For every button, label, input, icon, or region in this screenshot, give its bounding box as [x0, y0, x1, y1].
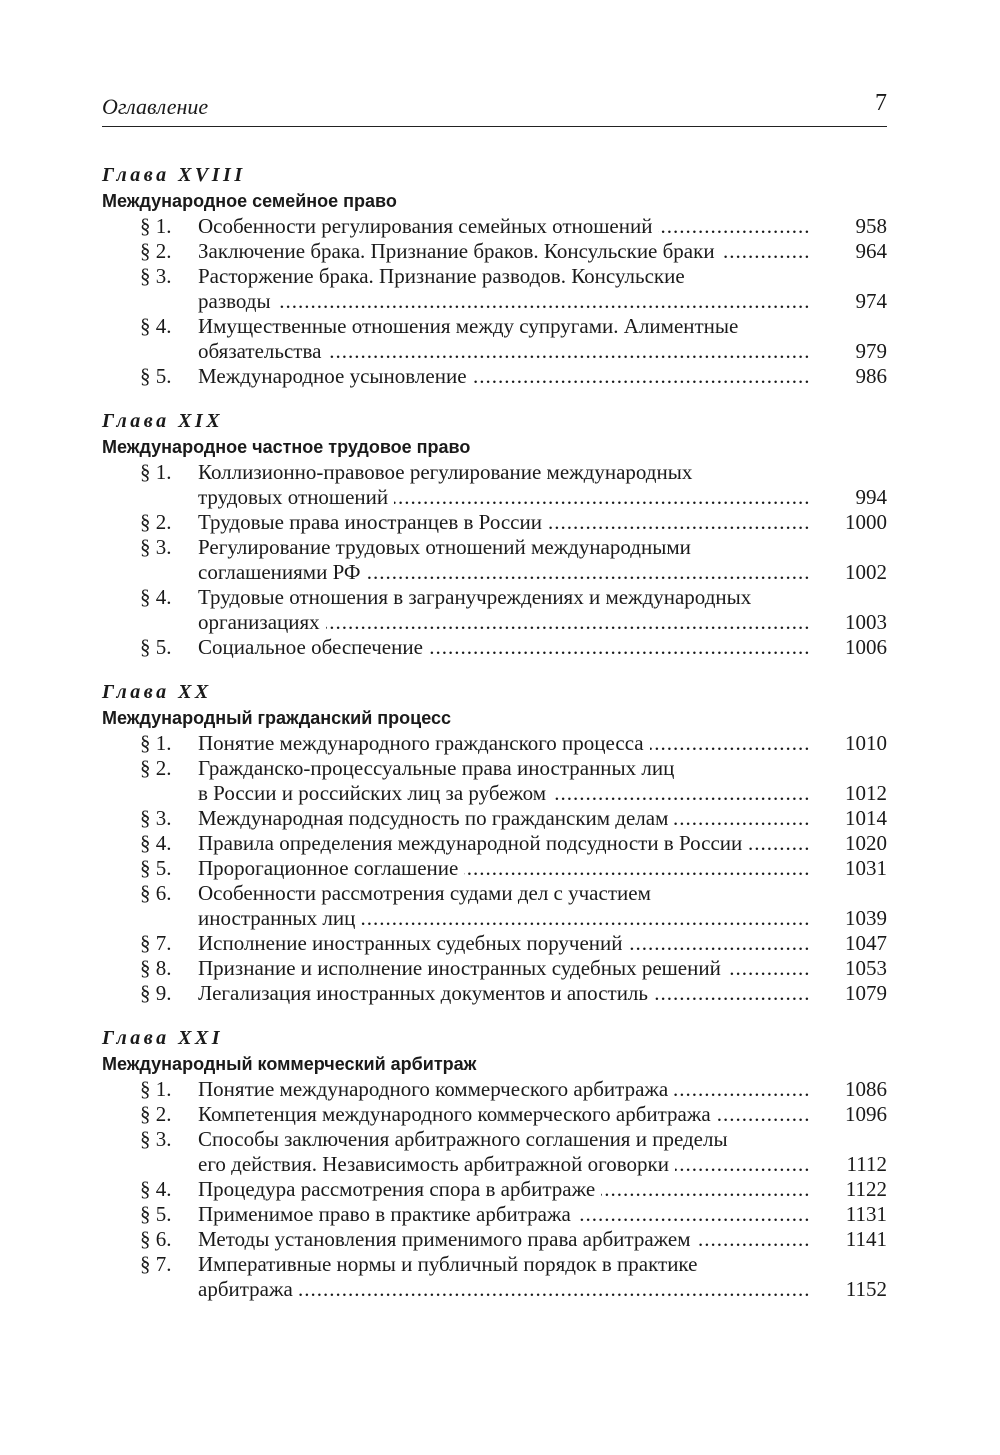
dot-leader [198, 1277, 810, 1302]
section-page-number: 974 [855, 289, 887, 313]
toc-entry-line [102, 1077, 887, 1102]
section-page-number: 1010 [845, 731, 887, 755]
dot-leader [198, 510, 810, 535]
toc-entry[interactable] [102, 831, 887, 856]
toc-entry-line [102, 535, 887, 560]
toc-entry-line [102, 781, 887, 806]
dot-leader [198, 856, 810, 881]
section-title: Имущественные отношения между супругами. Алиментные [198, 314, 739, 338]
section-number: § 5. [140, 856, 172, 880]
chapter-label: Глава XX [102, 681, 212, 703]
toc-entry-line [102, 1227, 887, 1252]
section-title: Пророгационное соглашение [198, 856, 464, 880]
chapter-title: Международное частное трудовое право [102, 437, 471, 457]
toc-entry[interactable] [102, 510, 887, 535]
chapter-label: Глава XVIII [102, 164, 246, 186]
toc-entry-line [102, 239, 887, 264]
section-page-number: 1012 [845, 781, 887, 805]
toc-entry-line [102, 264, 887, 289]
section-page-number: 1003 [845, 610, 887, 634]
dot-leader [198, 806, 810, 831]
toc-entry[interactable] [102, 460, 887, 510]
toc-entry[interactable] [102, 1127, 887, 1177]
section-number: § 6. [140, 1227, 172, 1251]
section-page-number: 1096 [845, 1102, 887, 1126]
dot-leader [198, 289, 810, 314]
dot-leader [198, 1077, 810, 1102]
section-title: Особенности рассмотрения судами дел с участием [198, 881, 651, 905]
toc-entry-line [102, 806, 887, 831]
chapter [102, 162, 887, 389]
section-number: § 1. [140, 1077, 172, 1101]
section-title: Признание и исполнение иностранных судебных решений [198, 956, 727, 980]
section-title: Трудовые отношения в загранучреждениях и международных [198, 585, 752, 609]
section-page-number: 1112 [846, 1152, 887, 1176]
toc-entry[interactable] [102, 981, 887, 1006]
section-page-number: 986 [855, 364, 887, 388]
section-title: Гражданско-процессуальные права иностранных лиц [198, 756, 675, 780]
toc-entry[interactable] [102, 806, 887, 831]
section-title: Трудовые права иностранцев в России [198, 510, 548, 534]
dot-leader [198, 906, 810, 931]
section-number: § 5. [140, 364, 172, 388]
section-page-number: 1131 [845, 1202, 887, 1226]
section-page-number: 1006 [845, 635, 887, 659]
section-number: § 4. [140, 1177, 172, 1201]
toc-entry[interactable] [102, 264, 887, 314]
page-number: 7 [875, 90, 887, 116]
toc-entry[interactable] [102, 1227, 887, 1252]
chapter-label: Глава XIX [102, 410, 224, 432]
section-page-number: 1031 [845, 856, 887, 880]
section-title: Регулирование трудовых отношений международными [198, 535, 691, 559]
section-number: § 4. [140, 314, 172, 338]
toc-entry[interactable] [102, 535, 887, 585]
dot-leader [198, 560, 810, 585]
dot-leader [198, 214, 810, 239]
section-title: Понятие международного гражданского процесса [198, 731, 650, 755]
section-title: Исполнение иностранных судебных поручений [198, 931, 629, 955]
section-title: Компетенция международного коммерческого арбитража [198, 1102, 717, 1126]
section-title: Правила определения международной подсудности в России [198, 831, 748, 855]
chapter [102, 1025, 887, 1302]
section-number: § 4. [140, 585, 172, 609]
toc-entry-line [102, 731, 887, 756]
toc-entry-line [102, 1252, 887, 1277]
dot-leader [198, 239, 810, 264]
section-page-number: 1000 [845, 510, 887, 534]
section-title: трудовых отношений [198, 485, 394, 509]
section-title: организациях [198, 610, 326, 634]
toc-entry-line [102, 610, 887, 635]
toc-entry[interactable] [102, 239, 887, 264]
section-number: § 7. [140, 1252, 172, 1276]
section-title: разводы [198, 289, 277, 313]
dot-leader [198, 931, 810, 956]
toc-entry[interactable] [102, 314, 887, 364]
section-title: Социальное обеспечение [198, 635, 429, 659]
section-title: Заключение брака. Признание браков. Консульские браки [198, 239, 721, 263]
section-number: § 8. [140, 956, 172, 980]
dot-leader [198, 485, 810, 510]
toc-entry-line [102, 289, 887, 314]
toc-entry-line [102, 831, 887, 856]
section-number: § 2. [140, 510, 172, 534]
section-number: § 3. [140, 806, 172, 830]
toc-entry-line [102, 981, 887, 1006]
section-title: Способы заключения арбитражного соглашения и пределы [198, 1127, 728, 1151]
section-number: § 5. [140, 635, 172, 659]
toc-entry[interactable] [102, 214, 887, 239]
toc-entry[interactable] [102, 1252, 887, 1302]
section-title: арбитража [198, 1277, 299, 1301]
section-page-number: 1053 [845, 956, 887, 980]
toc-entry[interactable] [102, 756, 887, 806]
toc-entry[interactable] [102, 931, 887, 956]
section-title: Понятие международного коммерческого арбитража [198, 1077, 674, 1101]
toc-entry[interactable] [102, 956, 887, 981]
toc-entry-line [102, 1202, 887, 1227]
section-number: § 3. [140, 1127, 172, 1151]
section-page-number: 1039 [845, 906, 887, 930]
section-page-number: 1014 [845, 806, 887, 830]
section-title: соглашениями РФ [198, 560, 366, 584]
section-number: § 3. [140, 264, 172, 288]
toc-entry[interactable] [102, 1102, 887, 1127]
chapter-label: Глава XXI [102, 1027, 224, 1049]
section-page-number: 964 [855, 239, 887, 263]
toc-entry-line [102, 881, 887, 906]
toc-entry-line [102, 1277, 887, 1302]
toc-entry-line [102, 931, 887, 956]
dot-leader [198, 956, 810, 981]
chapter [102, 679, 887, 1006]
toc-entry-line [102, 1152, 887, 1177]
dot-leader [198, 731, 810, 756]
section-number: § 2. [140, 1102, 172, 1126]
section-page-number: 994 [855, 485, 887, 509]
section-title: Особенности регулирования семейных отношений [198, 214, 658, 238]
toc-entry-line [102, 314, 887, 339]
section-title: Процедура рассмотрения спора в арбитраже [198, 1177, 601, 1201]
toc-entry-line [102, 856, 887, 881]
section-title: Методы установления применимого права арбитражем [198, 1227, 697, 1251]
section-number: § 9. [140, 981, 172, 1005]
chapter-title: Международный коммерческий арбитраж [102, 1054, 477, 1074]
chapter-title: Международное семейное право [102, 191, 397, 211]
section-number: § 3. [140, 535, 172, 559]
section-number: § 4. [140, 831, 172, 855]
dot-leader [198, 1177, 810, 1202]
section-title: иностранных лиц [198, 906, 361, 930]
toc-entry-line [102, 1127, 887, 1152]
section-page-number: 1122 [845, 1177, 887, 1201]
section-number: § 1. [140, 460, 172, 484]
toc-entry[interactable] [102, 364, 887, 389]
toc-entry-line [102, 756, 887, 781]
toc-entry-line [102, 560, 887, 585]
dot-leader [198, 339, 810, 364]
section-number: § 1. [140, 214, 172, 238]
section-title: Расторжение брака. Признание разводов. Консульские [198, 264, 685, 288]
section-number: § 2. [140, 756, 172, 780]
section-page-number: 1079 [845, 981, 887, 1005]
section-page-number: 979 [855, 339, 887, 363]
chapter [102, 408, 887, 660]
section-page-number: 1047 [845, 931, 887, 955]
toc-entry[interactable] [102, 1177, 887, 1202]
section-title: Международная подсудность по гражданским делам [198, 806, 674, 830]
toc-entry-line [102, 906, 887, 931]
chapter-title: Международный гражданский процесс [102, 708, 452, 728]
toc-entry[interactable] [102, 856, 887, 881]
dot-leader [198, 1152, 810, 1177]
toc-entry-line [102, 339, 887, 364]
section-number: § 1. [140, 731, 172, 755]
section-page-number: 1141 [845, 1227, 887, 1251]
toc-entry-line [102, 956, 887, 981]
dot-leader [198, 364, 810, 389]
toc-entry-line [102, 485, 887, 510]
section-title: обязательства [198, 339, 327, 363]
toc-entry-line [102, 635, 887, 660]
dot-leader [198, 781, 810, 806]
toc-entry-line [102, 1102, 887, 1127]
section-title: Применимое право в практике арбитража [198, 1202, 577, 1226]
section-title: Коллизионно-правовое регулирование международных [198, 460, 693, 484]
section-number: § 6. [140, 881, 172, 905]
toc-entry-line [102, 214, 887, 239]
table-of-contents [102, 162, 887, 1321]
running-header [102, 90, 887, 127]
toc-entry-line [102, 460, 887, 485]
toc-entry[interactable] [102, 635, 887, 660]
toc-entry[interactable] [102, 1202, 887, 1227]
dot-leader [198, 981, 810, 1006]
section-page-number: 1002 [845, 560, 887, 584]
toc-entry[interactable] [102, 881, 887, 931]
dot-leader [198, 1202, 810, 1227]
dot-leader [198, 610, 810, 635]
section-number: § 2. [140, 239, 172, 263]
toc-entry-line [102, 1177, 887, 1202]
section-page-number: 958 [855, 214, 887, 238]
section-title: Международное усыновление [198, 364, 473, 388]
section-title: Легализация иностранных документов и апостиль [198, 981, 654, 1005]
running-title: Оглавление [102, 94, 209, 119]
section-title: в России и российских лиц за рубежом [198, 781, 552, 805]
section-page-number: 1020 [845, 831, 887, 855]
toc-entry-line [102, 510, 887, 535]
toc-entry[interactable] [102, 585, 887, 635]
dot-leader [198, 831, 810, 856]
dot-leader [198, 1102, 810, 1127]
section-number: § 7. [140, 931, 172, 955]
dot-leader [198, 635, 810, 660]
toc-entry-line [102, 585, 887, 610]
section-number: § 5. [140, 1202, 172, 1226]
section-title: Императивные нормы и публичный порядок в практике [198, 1252, 698, 1276]
dot-leader [198, 1227, 810, 1252]
section-page-number: 1152 [845, 1277, 887, 1301]
toc-entry-line [102, 364, 887, 389]
section-title: его действия. Независимость арбитражной оговорки [198, 1152, 675, 1176]
toc-entry[interactable] [102, 1077, 887, 1102]
toc-entry[interactable] [102, 731, 887, 756]
section-page-number: 1086 [845, 1077, 887, 1101]
